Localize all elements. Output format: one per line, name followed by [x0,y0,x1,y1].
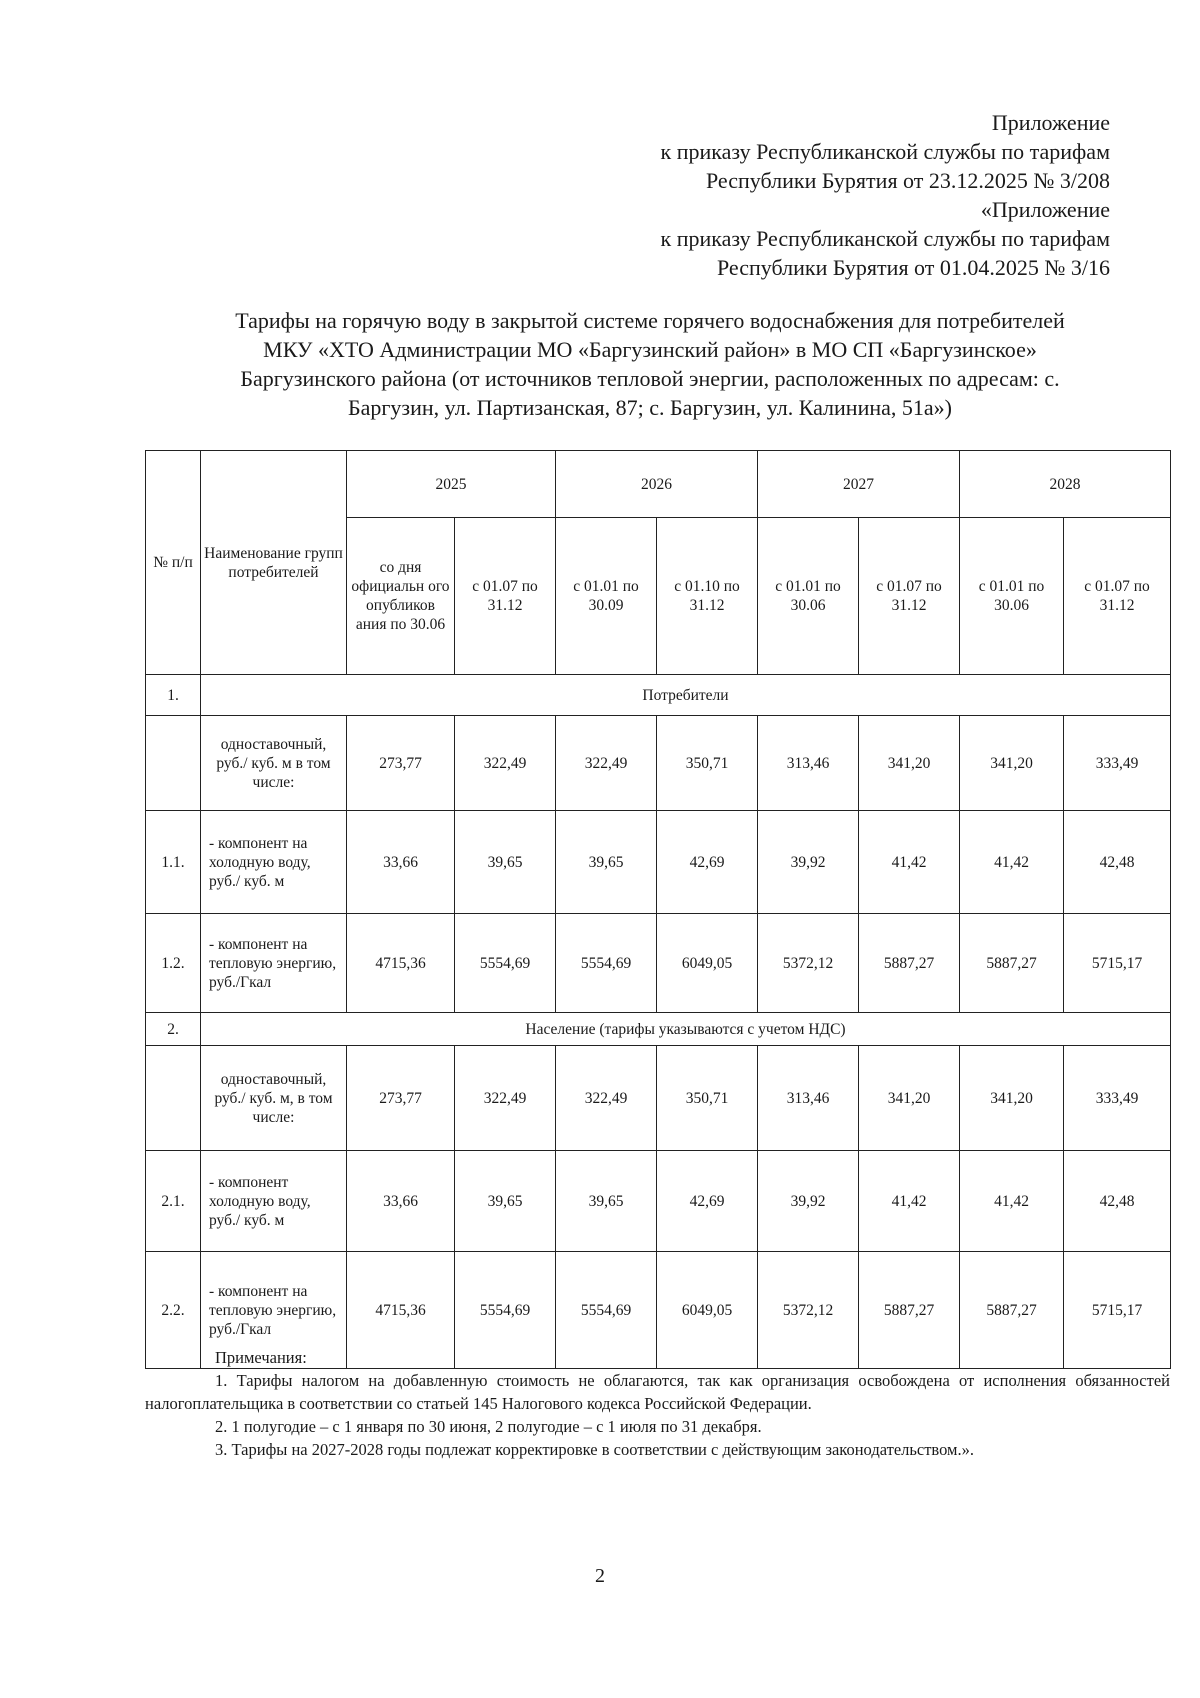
row-name: одноставочный, руб./ куб. м, в том числе: [201,1046,347,1151]
cell-value: 39,65 [556,811,657,914]
header-line: Республики Бурятия от 23.12.2025 № 3/208 [705,168,1110,193]
cell-value: 41,42 [960,811,1064,914]
cell-value: 5887,27 [960,914,1064,1013]
cell-value: 341,20 [859,1046,960,1151]
cell-value: 341,20 [859,716,960,811]
header-period: с 01.07 по 31.12 [1064,518,1171,675]
header-period: с 01.01 по 30.09 [556,518,657,675]
notes-title: Примечания: [215,1348,307,1367]
row-name: - компонент на тепловую энергию, руб./Гкал [201,914,347,1013]
row-number: 1.1. [146,811,201,914]
cell-value: 350,71 [657,716,758,811]
row-number [146,1046,201,1151]
note-item: 1. Тарифы налогом на добавленную стоимость не облагаются, так как организация освобождена от исполнения обязанностей налогоплательщика в соответствии со статьей 145 Налогового кодекса Российской Федерации. [145,1371,1170,1413]
page-number: 2 [595,1565,605,1587]
cell-value: 4715,36 [347,1252,455,1369]
cell-value: 273,77 [347,716,455,811]
cell-value: 333,49 [1064,716,1171,811]
section-number: 1. [146,675,201,716]
cell-value: 5887,27 [960,1252,1064,1369]
cell-value: 5372,12 [758,914,859,1013]
header-line: Республики Бурятия от 01.04.2025 № 3/16 [716,255,1110,280]
header-line: к приказу Республиканской службы по тарифам [660,139,1110,164]
cell-value: 4715,36 [347,914,455,1013]
row-name: - компонент холодную воду, руб./ куб. м [201,1151,347,1252]
table-row [146,716,1171,811]
header-period: с 01.01 по 30.06 [758,518,859,675]
document-title [160,306,1140,422]
cell-value: 322,49 [556,716,657,811]
cell-value: 273,77 [347,1046,455,1151]
cell-value: 39,65 [455,811,556,914]
header-period: с 01.07 по 31.12 [859,518,960,675]
cell-value: 5715,17 [1064,914,1171,1013]
header-line: к приказу Республиканской службы по тарифам [660,226,1110,251]
cell-value: 33,66 [347,1151,455,1252]
cell-value: 39,65 [556,1151,657,1252]
row-name: - компонент на холодную воду, руб./ куб. м [201,811,347,914]
cell-value: 41,42 [960,1151,1064,1252]
cell-value: 39,92 [758,811,859,914]
row-name: - компонент на тепловую энергию, руб./Гкал [201,1252,347,1369]
row-number: 2.2. [146,1252,201,1369]
title-line: Баргузинского района (от источников тепловой энергии, расположенных по адресам: с. [240,366,1060,391]
cell-value: 6049,05 [657,1252,758,1369]
header-number: № п/п [146,451,201,675]
cell-value: 322,49 [455,1046,556,1151]
header-period: со дня официальн ого опубликов ания по 30.06 [347,518,455,675]
table-row [146,1046,1171,1151]
cell-value: 41,42 [859,1151,960,1252]
cell-value: 5715,17 [1064,1252,1171,1369]
section-title: Население (тарифы указываются с учетом НДС) [201,1013,1171,1046]
cell-value: 39,65 [455,1151,556,1252]
section-row [146,1013,1171,1046]
row-number: 1.2. [146,914,201,1013]
cell-value: 5554,69 [455,1252,556,1369]
row-number [146,716,201,811]
cell-value: 5554,69 [455,914,556,1013]
cell-value: 322,49 [556,1046,657,1151]
note-item: 2. 1 полугодие – с 1 января по 30 июня, 2 полугодие – с 1 июля по 31 декабря. [215,1417,762,1436]
cell-value: 5887,27 [859,1252,960,1369]
section-row [146,675,1171,716]
header-line: «Приложение [980,197,1110,222]
note-item: 3. Тарифы на 2027-2028 годы подлежат корректировке в соответствии с действующим законодательством.». [215,1440,974,1459]
cell-value: 6049,05 [657,914,758,1013]
title-line: МКУ «ХТО Администрации МО «Баргузинский район» в МО СП «Баргузинское» [263,337,1037,362]
table-row [146,914,1171,1013]
cell-value: 341,20 [960,1046,1064,1151]
header-period: с 01.01 по 30.06 [960,518,1064,675]
header-line: Приложение [991,110,1110,135]
header-year-2028: 2028 [960,451,1171,518]
tariff-table [145,450,1171,1369]
table-row [146,1151,1171,1252]
cell-value: 350,71 [657,1046,758,1151]
cell-value: 42,69 [657,1151,758,1252]
appendix-header [470,108,1110,282]
cell-value: 5887,27 [859,914,960,1013]
section-title: Потребители [201,675,1171,716]
header-year-2026: 2026 [556,451,758,518]
cell-value: 313,46 [758,1046,859,1151]
cell-value: 341,20 [960,716,1064,811]
cell-value: 42,48 [1064,811,1171,914]
cell-value: 322,49 [455,716,556,811]
header-year-2025: 2025 [347,451,556,518]
cell-value: 42,69 [657,811,758,914]
cell-value: 41,42 [859,811,960,914]
header-period: с 01.07 по 31.12 [455,518,556,675]
table-header-years [146,451,1171,518]
notes-block [145,1346,1170,1461]
cell-value: 39,92 [758,1151,859,1252]
header-consumer-groups: Наименование групп потребителей [201,451,347,675]
cell-value: 42,48 [1064,1151,1171,1252]
cell-value: 5372,12 [758,1252,859,1369]
table-row [146,811,1171,914]
title-line: Баргузин, ул. Партизанская, 87; с. Баргузин, ул. Калинина, 51а») [348,395,952,420]
row-number: 2.1. [146,1151,201,1252]
cell-value: 313,46 [758,716,859,811]
header-year-2027: 2027 [758,451,960,518]
cell-value: 5554,69 [556,914,657,1013]
row-name: одноставочный, руб./ куб. м в том числе: [201,716,347,811]
title-line: Тарифы на горячую воду в закрытой системе горячего водоснабжения для потребителей [235,308,1065,333]
header-period: с 01.10 по 31.12 [657,518,758,675]
section-number: 2. [146,1013,201,1046]
cell-value: 333,49 [1064,1046,1171,1151]
cell-value: 33,66 [347,811,455,914]
cell-value: 5554,69 [556,1252,657,1369]
